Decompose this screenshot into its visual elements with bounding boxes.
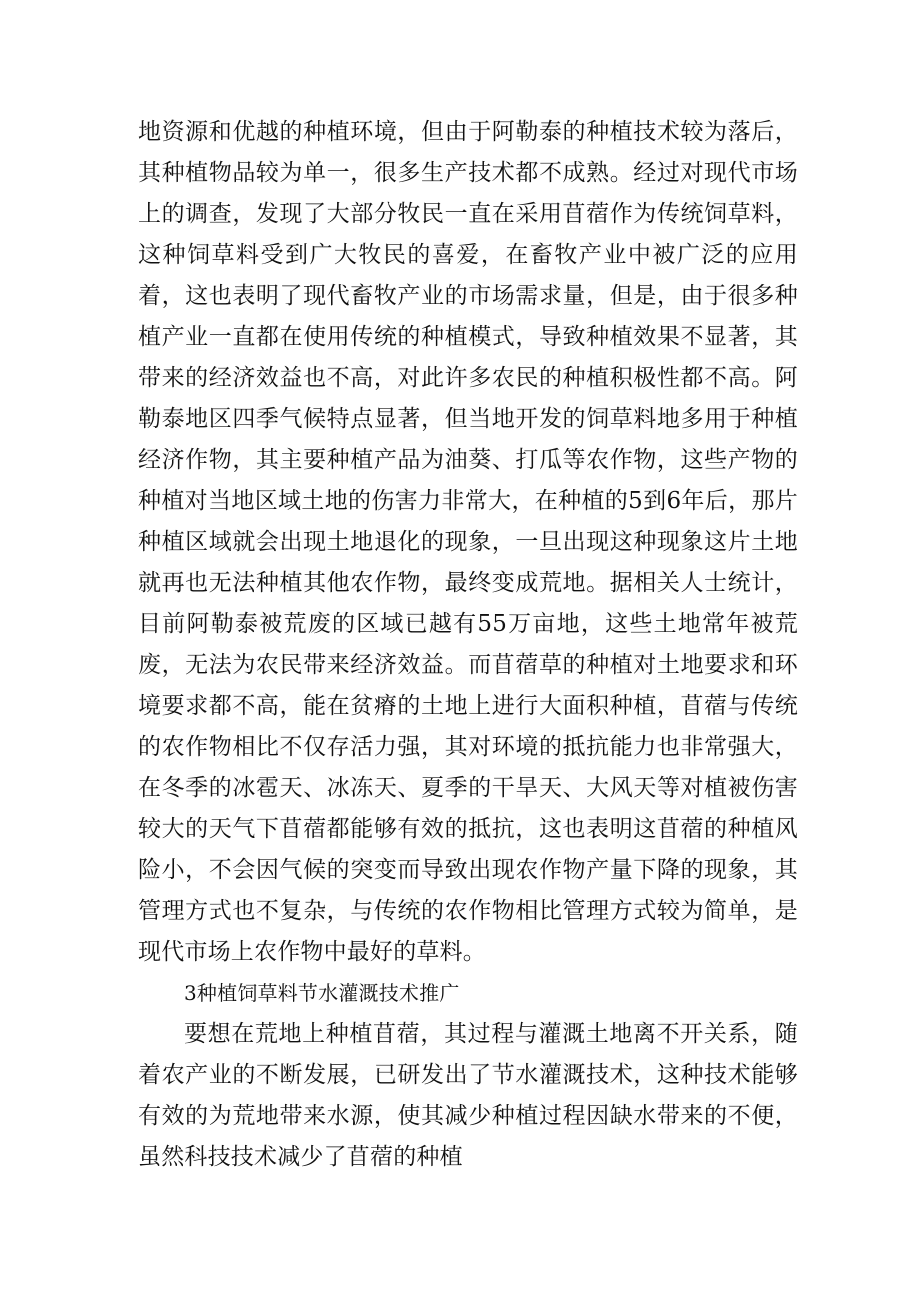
body-paragraph-continued: 地资源和优越的种植环境，但由于阿勒泰的种植技术较为落后，其种植物品较为单一，很多生产技术都不成熟。经过对现代市场上的调查，发现了大部分牧民一直在采用苜蓿作为传统饲草料，这种饲草料受到广大牧民的喜爱，在畜牧产业中被广泛的应用着，这也表明了现代畜牧产业的市场需求量，但是，由于很多种植产业一直都在使用传统的种植模式，导致种植效果不显著，其带来的经济效益也不高，对此许多农民的种植积极性都不高。阿勒泰地区四季气候特点显著，但当地开发的饲草料地多用于种植经济作物，其主要种植产品为油葵、打瓜等农作物，这些产物的种植对当地区域土地的伤害力非常大，在种植的5到6年后，那片种植区域就会出现土地退化的现象，一旦出现这种现象这片土地就再也无法种植其他农作物，最终变成荒地。据相关人士统计，目前阿勒泰被荒废的区域已越有55万亩地，这些土地常年被荒废，无法为农民带来经济效益。而苜蓿草的种植对土地要求和环境要求都不高，能在贫瘠的土地上进行大面积种植，苜蓿与传统的农作物相比不仅存活力强，其对环境的抵抗能力也非常强大，在冬季的冰雹天、冰冻天、夏季的干旱天、大风天等对植被伤害较大的天气下苜蓿都能够有效的抵抗，这也表明这苜蓿的种植风险小，不会因气候的突变而导致出现农作物产量下降的现象，其管理方式也不复杂，与传统的农作物相比管理方式较为简单，是现代市场上农作物中最好的草料。 bbox=[138, 119, 798, 965]
body-paragraph: 要想在荒地上种植苜蓿，其过程与灌溉土地离不开关系，随着农产业的不断发展，已研发出了节水灌溉技术，这种技术能够有效的为荒地带来水源，使其减少种植过程因缺水带来的不便，虽然科技技术减少了苜蓿的种植 bbox=[138, 1021, 798, 1170]
section-heading: 3种植饲草料节水灌溉技术推广 bbox=[184, 981, 460, 1005]
document-body bbox=[138, 112, 798, 1178]
